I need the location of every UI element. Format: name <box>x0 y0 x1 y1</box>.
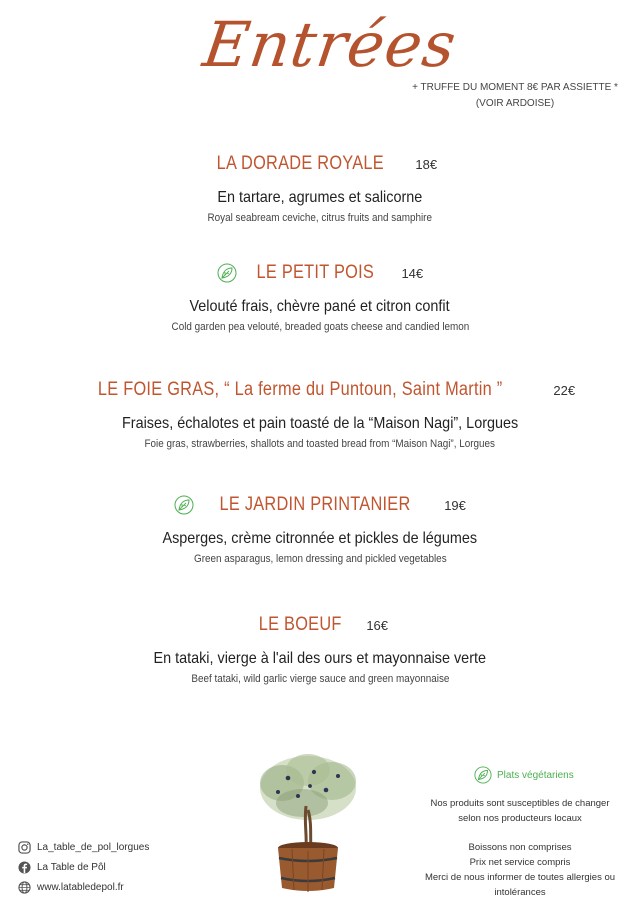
instagram-link[interactable] <box>18 841 149 854</box>
leaf-icon <box>474 766 492 784</box>
dish-description-en: Cold garden pea velouté, breaded goats cheese and candied lemon <box>171 321 469 333</box>
service-note <box>410 840 630 900</box>
dish-description-en: Beef tataki, wild garlic vierge sauce and green mayonnaise <box>190 673 450 685</box>
page-title: Entrées <box>198 8 462 81</box>
instagram-handle: La_table_de_pol_lorgues <box>37 842 150 853</box>
truffle-line-1: + TRUFFE DU MOMENT 8€ PAR ASSIETTE * <box>412 82 618 93</box>
dish-description-en: Foie gras, strawberries, shallots and toasted bread from “Maison Nagi”, Lorgues <box>144 438 496 450</box>
dish-name: LE JARDIN PRINTANIER <box>219 494 411 515</box>
note-line: Merci de nous informer de toutes allergies ou intolérances <box>424 872 616 898</box>
note-line: Boissons non comprises <box>468 842 572 853</box>
products-note <box>410 796 630 826</box>
leaf-icon <box>217 263 237 283</box>
dish-price: 22€ <box>553 382 576 398</box>
dish-name: LE FOIE GRAS, “ La ferme du Puntoun, Saint Martin ” <box>97 379 503 400</box>
leaf-icon <box>174 495 194 515</box>
dish-header <box>0 494 640 516</box>
dish-item <box>0 153 640 226</box>
website-url: www.latabledepol.fr <box>37 882 124 893</box>
dish-item <box>0 379 640 452</box>
dish-price: 16€ <box>366 617 389 633</box>
dish-header <box>0 153 640 175</box>
dish-description-fr: Asperges, crème citronnée et pickles de légumes <box>162 530 478 547</box>
dish-price: 18€ <box>415 156 438 172</box>
note-line: selon nos producteurs locaux <box>458 813 582 824</box>
dish-item <box>0 262 640 335</box>
facebook-name: La Table de Pôl <box>37 862 106 873</box>
dish-description-fr: Velouté frais, chèvre pané et citron confit <box>189 298 451 315</box>
vegetarian-legend <box>474 766 574 784</box>
dish-header <box>0 262 640 284</box>
dish-item <box>0 494 640 567</box>
dish-description-fr: En tartare, agrumes et salicorne <box>217 189 423 206</box>
dish-header <box>0 379 640 401</box>
dish-description-en: Green asparagus, lemon dressing and pickled vegetables <box>193 553 447 565</box>
globe-icon <box>18 881 31 894</box>
dish-description-en: Royal seabream ceviche, citrus fruits and samphire <box>207 212 433 224</box>
website-link[interactable] <box>18 881 124 894</box>
instagram-icon <box>18 841 31 854</box>
facebook-icon <box>18 861 31 874</box>
dish-price: 14€ <box>401 265 424 281</box>
vegetarian-legend-label: Plats végétariens <box>497 769 574 781</box>
dish-name: LE PETIT POIS <box>256 262 374 283</box>
dish-price: 19€ <box>444 497 466 513</box>
truffle-line-2: (VOIR ARDOISE) <box>475 98 555 109</box>
facebook-link[interactable] <box>18 861 106 874</box>
truffle-note <box>410 80 620 112</box>
dish-header <box>0 614 640 636</box>
note-line: Nos produits sont susceptibles de changer <box>430 798 610 809</box>
dish-name: LA DORADE ROYALE <box>216 153 384 174</box>
note-line: Prix net service compris <box>469 857 571 868</box>
dish-item <box>0 614 640 687</box>
dish-name: LE BOEUF <box>258 614 342 635</box>
dish-description-fr: Fraises, échalotes et pain toasté de la “Maison Nagi”, Lorgues <box>121 415 519 432</box>
dish-description-fr: En tataki, vierge à l'ail des ours et mayonnaise verte <box>153 650 487 667</box>
olive-tree-illustration <box>252 748 364 893</box>
